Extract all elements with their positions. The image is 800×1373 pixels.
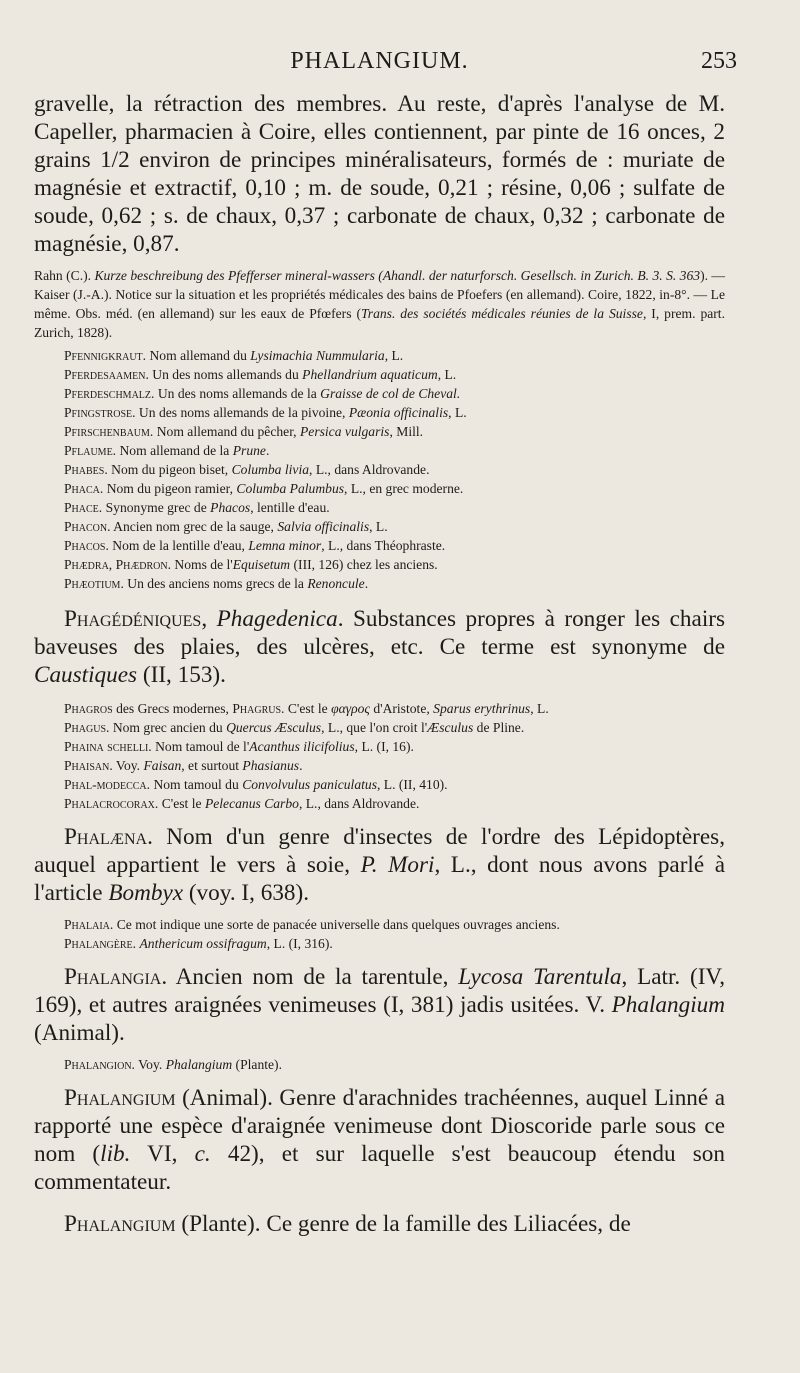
entry: Phagus. Nom grec ancien du Quercus Æsculus, L., que l'on croit l'Æsculus de Pline. (64, 720, 525, 735)
page-title: PHALANGIUM. (290, 48, 469, 74)
entry: Phaisan. Voy. Faisan, et surtout Phasianus. (64, 758, 303, 773)
entry: Pfirschenbaum. Nom allemand du pêcher, Persica vulgaris, Mill. (64, 424, 424, 439)
running-head (34, 48, 737, 88)
entry: Pflaume. Nom allemand de la Prune. (64, 443, 270, 458)
entry-phalaena: Phalæna. Nom d'un genre d'insectes de l'ordre des Lépidoptères, auquel appartient le vers à soie, P. Mori, L., dont nous avons parlé à l'article Bombyx (voy. I, 638). (34, 824, 725, 906)
entry-phalangium-plante: Phalangium (Plante). Ce genre de la famille des Liliacées, de (64, 1211, 631, 1237)
entry: Phædra, Phædron. Noms de l'Equisetum (III, 126) chez les anciens. (64, 557, 438, 572)
entry: Phace. Synonyme grec de Phacos, lentille d'eau. (64, 500, 330, 515)
bibliography-reference: Rahn (C.). Kurze beschreibung des Pfefferser mineral-wassers (Ahandl. der naturforsch. Gesellsch. in Zurich. B. 3. S. 363). — Kaiser (J.-A.). Notice sur la situation et les propriétés médicales des bains de Pfoefers (en allemand). Coire, 1822, in-8°. — Le même. Obs. méd. (en allemand) sur les eaux de Pfœfers (Trans. des sociétés médicales réunies de la Suisse, I, prem. part. Zurich, 1828). (34, 268, 726, 340)
entry: Phaina schelli. Nom tamoul de l'Acanthus ilicifolius, L. (I, 16). (64, 739, 414, 754)
entry: Phaca. Nom du pigeon ramier, Columba Palumbus, L., en grec moderne. (64, 481, 464, 496)
intro-paragraph: gravelle, la rétraction des membres. Au reste, d'après l'analyse de M. Capeller, pharmacien à Coire, elles contiennent, par pinte de 16 onces, 2 grains 1/2 environ de principes minéralisateurs, formés de : muriate de magnésie et extractif, 0,10 ; m. de soude, 0,21 ; résine, 0,06 ; sulfate de soude, 0,62 ; s. de chaux, 0,37 ; carbonate de chaux, 0,32 ; carbonate de magnésie, 0,87. (34, 91, 725, 257)
entry: Pfennigkraut. Nom allemand du Lysimachia Nummularia, L. (64, 348, 404, 363)
entry-phalangium-animal: Phalangium (Animal). Genre d'arachnides trachéennes, auquel Linné a rapporté une espèce d'araignée venimeuse dont Dioscoride parle sous ce nom (lib. VI, c. 42), et sur laquelle s'est beaucoup étendu son commentateur. (34, 1085, 725, 1195)
entry: Phacon. Ancien nom grec de la sauge, Salvia officinalis, L. (64, 519, 388, 534)
entry: Phal-modecca. Nom tamoul du Convolvulus paniculatus, L. (II, 410). (64, 777, 448, 792)
entries-group-2 (34, 699, 725, 813)
entry: Pfingstrose. Un des noms allemands de la pivoine, Pæonia officinalis, L. (64, 405, 467, 420)
entries-group-1 (34, 346, 725, 593)
entry: Pferdeschmalz. Un des noms allemands de la Graisse de col de Cheval. (64, 386, 461, 401)
entry-phagedeniques: Phagédéniques, Phagedenica. Substances propres à ronger les chairs baveuses des plaies, des ulcères, etc. Ce terme est synonyme de Caustiques (II, 153). (34, 606, 726, 688)
entry-phalangion: Phalangion. Voy. Phalangium (Plante). (64, 1057, 282, 1072)
entries-sublist (34, 718, 725, 813)
entry: Phacos. Nom de la lentille d'eau, Lemna minor, L., dans Théophraste. (64, 538, 446, 553)
entry: Pferdesaamen. Un des noms allemands du Phellandrium aquaticum, L. (64, 367, 457, 382)
entry-phagros: Phagros des Grecs modernes, Phagrus. C'est le φαγρος d'Aristote, Sparus erythrinus, L. (64, 701, 549, 716)
entry-phalaia: Phalaia. Ce mot indique une sorte de panacée universelle dans quelques ouvrages anciens. (64, 917, 560, 932)
entry: Phabes. Nom du pigeon biset, Columba livia, L., dans Aldrovande. (64, 462, 430, 477)
entry-phalangere: Phalangère. Anthericum ossifragum, L. (I, 316). (64, 936, 333, 951)
entry: Phalacrocorax. C'est le Pelecanus Carbo, L., dans Aldrovande. (64, 796, 420, 811)
entries-group-3 (34, 915, 725, 953)
page-number: 253 (701, 48, 737, 74)
entry: Phæotium. Un des anciens noms grecs de la Renoncule. (64, 576, 369, 591)
entry-phalangia: Phalangia. Ancien nom de la tarentule, Lycosa Tarentula, Latr. (IV, 169), et autres araignées venimeuses (I, 381) jadis usitées. V. Phalangium (Animal). (34, 964, 725, 1046)
